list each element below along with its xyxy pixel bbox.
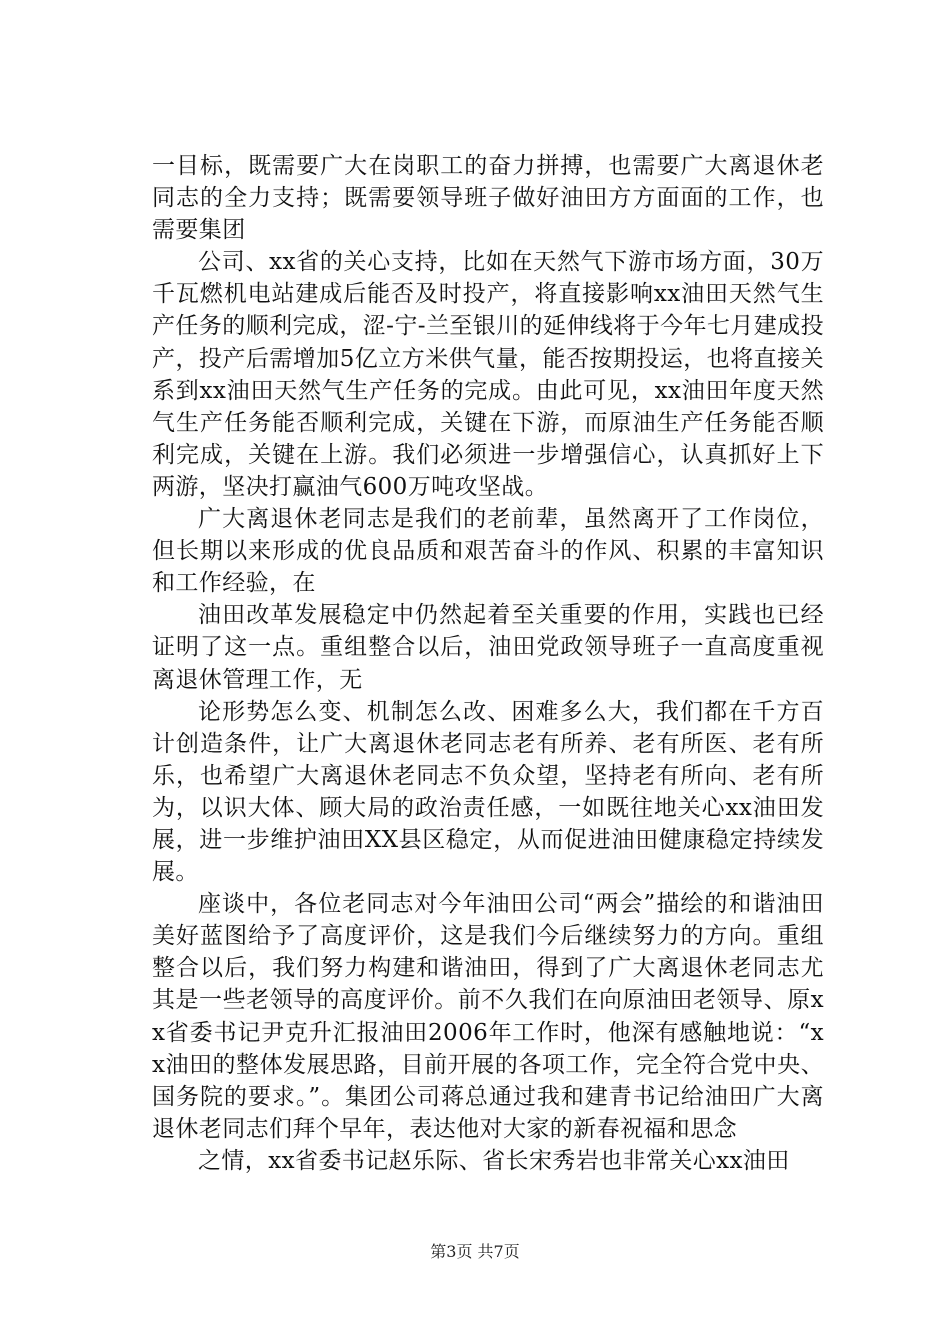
page-number-footer: 第3页 共7页 bbox=[430, 1242, 520, 1261]
paragraph: 座谈中，各位老同志对今年油田公司“两会”描绘的和谐油田美好蓝图给予了高度评价，这是我们今后继续努力的方向。重组整合以后，我们努力构建和谐油田，得到了广大离退休老同志尤其是一些老领导的高度评价。前不久我们在向原油田老领导、原xx省委书记尹克升汇报油田2006年工作时，他深有感触地说：“xx油田的整体发展思路，目前开展的各项工作，完全符合党中央、国务院的要求。”。集团公司蒋总通过我和建青书记给油田广大离退休老同志们拜个早年，表达他对大家的新春祝福和思念 bbox=[152, 891, 824, 1142]
paragraph: 论形势怎么变、机制怎么改、困难多么大，我们都在千方百计创造条件，让广大离退休老同志老有所养、老有所医、老有所乐，也希望广大离退休老同志不负众望，坚持老有所向、老有所为，以识大体、顾大局的政治责任感，一如既往地关心xx油田发展，进一步维护油田XX县区稳定，从而促进油田健康稳定持续发展。 bbox=[152, 698, 824, 886]
paragraph-continuation: 一目标，既需要广大在岗职工的奋力拼搏，也需要广大离退休老同志的全力支持；既需要领导班子做好油田方方面面的工作，也需要集团 bbox=[152, 153, 824, 244]
paragraph: 油田改革发展稳定中仍然起着至关重要的作用，实践也已经证明了这一点。重组整合以后，油田党政领导班子一直高度重视离退休管理工作，无 bbox=[152, 602, 824, 693]
paragraph: 公司、xx省的关心支持，比如在天然气下游市场方面，30万千瓦燃机电站建成后能否及时投产，将直接影响xx油田天然气生产任务的顺利完成，涩-宁-兰至银川的延伸线将于今年七月建成投产，投产后需增加5亿立方米供气量，能否按期投运，也将直接关系到xx油田天然气生产任务的完成。由此可见，xx油田年度天然气生产任务能否顺利完成，关键在下游，而原油生产任务能否顺利完成，关键在上游。我们必须进一步增强信心，认真抓好上下两游，坚决打赢油气600万吨攻坚战。 bbox=[152, 249, 824, 500]
document-body bbox=[152, 150, 824, 1177]
paragraph: 广大离退休老同志是我们的老前辈，虽然离开了工作岗位，但长期以来形成的优良品质和艰苦奋斗的作风、积累的丰富知识和工作经验，在 bbox=[152, 506, 824, 597]
paragraph: 之情，xx省委书记赵乐际、省长宋秀岩也非常关心xx油田 bbox=[198, 1147, 790, 1174]
